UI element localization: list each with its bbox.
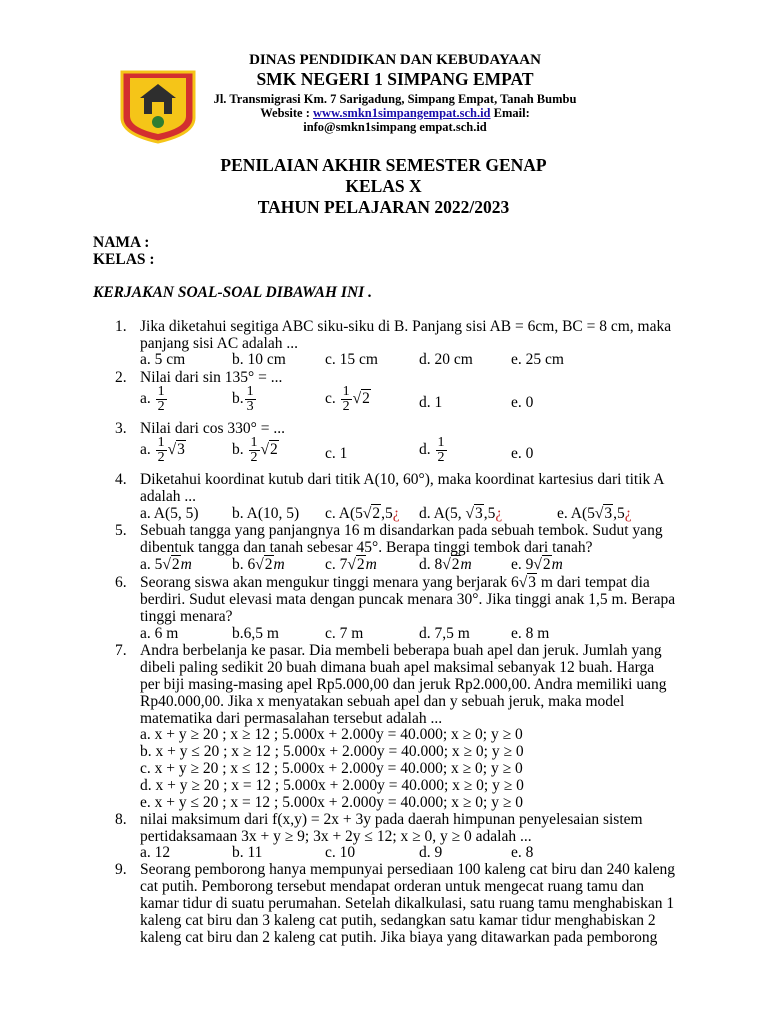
school-logo	[118, 68, 198, 144]
q8-option-c: c. 10	[325, 844, 356, 861]
q6-option-a: a. 6 m	[140, 625, 179, 642]
q6-option-b: b.6,5 m	[232, 625, 279, 642]
q2-option-d: d. 1	[419, 394, 443, 411]
website-label: Website :	[260, 106, 314, 120]
school-name: SMK NEGERI 1 SIMPANG EMPAT	[256, 69, 534, 89]
q1-option-c: c. 15 cm	[325, 351, 378, 368]
student-name-label: NAMA :	[93, 234, 150, 251]
q1-option-d: d. 20 cm	[419, 351, 473, 368]
q4-option-e: e. A(5√3,5¿	[557, 505, 632, 522]
exam-class: KELAS X	[345, 176, 422, 196]
email-label: Email:	[490, 106, 530, 120]
exam-title: PENILAIAN AKHIR SEMESTER GENAP	[220, 155, 547, 175]
q1-option-a: a. 5 cm	[140, 351, 186, 368]
q8-option-d: d. 9	[419, 844, 443, 861]
q4-option-c: c. A(5√2,5¿	[325, 505, 400, 522]
q2-option-b: b. $\frac{1}{3}$	[232, 384, 254, 414]
q1-option-b: b. 10 cm	[232, 351, 286, 368]
q2-option-e: e. 0	[511, 394, 534, 411]
q7-option-a: a. x + y ≥ 20 ; x ≥ 12 ; 5.000x + 2.000y = 40.000; x ≥ 0; y ≥ 0	[140, 726, 523, 743]
q5-option-a: a. 5√2m	[140, 556, 192, 573]
q4-option-b: b. A(10, 5)	[232, 505, 300, 522]
student-class-label: KELAS :	[93, 251, 155, 268]
email-address: info@smkn1simpang empat.sch.id	[303, 120, 487, 134]
website-link[interactable]: www.smkn1simpangempat.sch.id	[313, 106, 491, 120]
q3-option-b: b. $\frac{1}{2}$ √2	[232, 435, 278, 465]
q2-option-a: a. $\frac{1}{2}$	[140, 384, 165, 414]
q4-option-d: d. A(5, √3,5¿	[419, 505, 503, 522]
q4-option-a: a. A(5, 5)	[140, 505, 199, 522]
q8-option-b: b. 11	[232, 844, 263, 861]
q7-option-b: b. x + y ≤ 20 ; x ≥ 12 ; 5.000x + 2.000y = 40.000; x ≥ 0; y ≥ 0	[140, 743, 524, 760]
q2-option-c: c. $\frac{1}{2}$ √2	[325, 384, 370, 414]
q3-option-e: e. 0	[511, 445, 534, 462]
q5-option-e: e. 9√2m	[511, 556, 563, 573]
q5-option-b: b. 6√2m	[232, 556, 285, 573]
school-address: Jl. Transmigrasi Km. 7 Sarigadung, Simpang Empat, Tanah Bumbu	[213, 92, 577, 106]
q3-option-c: c. 1	[325, 445, 348, 462]
q8-option-a: a. 12	[140, 844, 171, 861]
q6-option-d: d. 7,5 m	[419, 625, 470, 642]
q1-option-e: e. 25 cm	[511, 351, 564, 368]
exam-year: TAHUN PELAJARAN 2022/2023	[257, 197, 510, 217]
q6-option-e: e. 8 m	[511, 625, 550, 642]
q7-option-e: e. x + y ≤ 20 ; x = 12 ; 5.000x + 2.000y = 40.000; x ≥ 0; y ≥ 0	[140, 794, 523, 811]
instruction: KERJAKAN SOAL-SOAL DIBAWAH INI .	[93, 284, 372, 301]
q5-option-c: c. 7√2m	[325, 556, 377, 573]
q8-option-e: e. 8	[511, 844, 534, 861]
q7-option-c: c. x + y ≥ 20 ; x ≤ 12 ; 5.000x + 2.000y = 40.000; x ≥ 0; y ≥ 0	[140, 760, 523, 777]
agency-name: DINAS PENDIDIKAN DAN KEBUDAYAAN	[249, 52, 541, 68]
q3-option-a: a. $\frac{1}{2}$ √3	[140, 435, 185, 465]
website-line	[210, 106, 580, 121]
q7-option-d: d. x + y ≥ 20 ; x = 12 ; 5.000x + 2.000y = 40.000; x ≥ 0; y ≥ 0	[140, 777, 524, 794]
q5-option-d: d. 8√2m	[419, 556, 472, 573]
q6-option-c: c. 7 m	[325, 625, 364, 642]
q3-option-d: d. $\frac{1}{2}$	[419, 435, 445, 465]
